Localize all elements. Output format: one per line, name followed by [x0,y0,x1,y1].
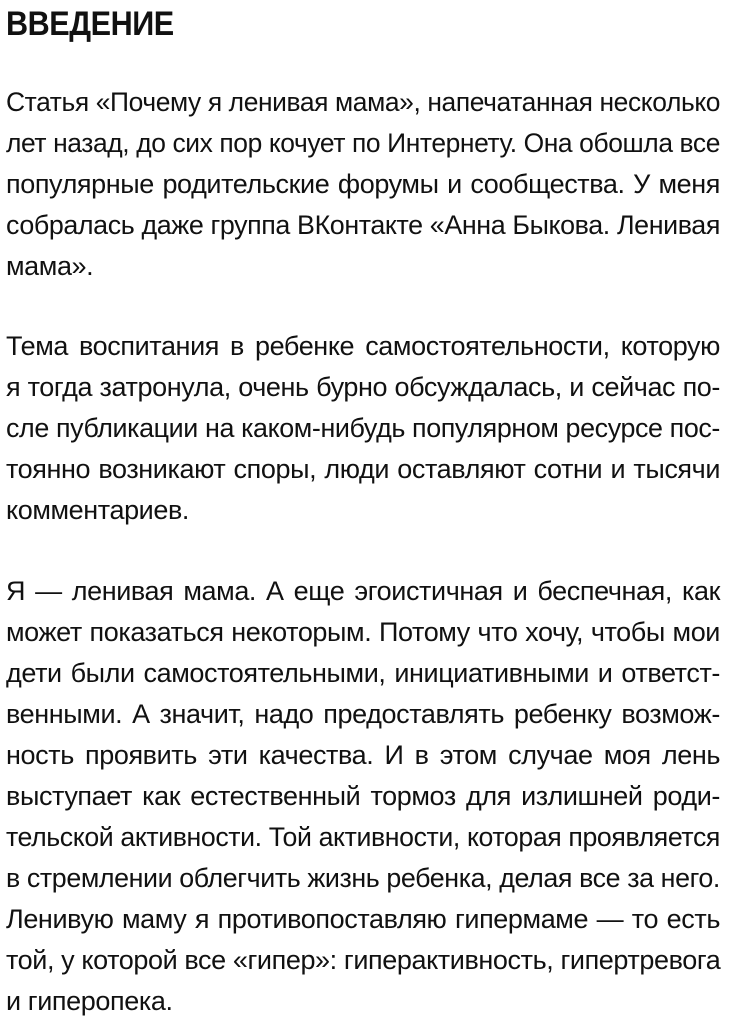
text-line: может показаться некоторым. Потому что хочу, чтобы мои [6,617,720,647]
chapter-heading: ВВЕДЕНИЕ [6,5,174,43]
text-line: мама». [6,251,94,281]
text-line: выступает как естественный тормоз для излишней роди- [6,781,720,811]
text-line: сле публикации на каком-нибудь популярном ресурсе пос- [6,413,720,443]
paragraph-1 [6,82,720,287]
paragraph-3 [6,571,720,1022]
text-line: комментариев. [6,495,190,525]
text-line: венными. А значит, надо предоставлять ребенку возмож- [6,699,720,729]
paragraph-2 [6,326,720,531]
text-line: я тогда затронула, очень бурно обсуждалась, и сейчас по- [6,372,720,402]
text-line: ность проявить эти качества. И в этом случае моя лень [6,740,720,770]
text-line: в стремлении облегчить жизнь ребенка, делая все за него. [6,863,720,893]
text-line: собралась даже группа ВКонтакте «Анна Быкова. Ленивая [6,210,720,240]
text-line: Ленивую маму я противопоставляю гипермаме — то есть [6,904,720,934]
text-line: той, у которой все «гипер»: гиперактивность, гипертревога [6,945,721,975]
text-line: Я — ленивая мама. А еще эгоистичная и беспечная, как [6,576,720,606]
text-line: лет назад, до сих пор кочует по Интернету. Она обошла все [6,128,721,158]
text-line: тоянно возникают споры, люди оставляют сотни и тысячи [6,454,720,484]
text-line: тельской активности. Той активности, которая проявляется [6,822,720,852]
text-line: и гиперопека. [6,986,173,1016]
text-line: Статья «Почему я ленивая мама», напечатанная несколько [6,87,721,117]
text-line: популярные родительские форумы и сообщества. У меня [6,169,720,199]
text-line: Тема воспитания в ребенке самостоятельности, которую [6,331,720,361]
text-line: дети были самостоятельными, инициативными и ответст- [6,658,720,688]
